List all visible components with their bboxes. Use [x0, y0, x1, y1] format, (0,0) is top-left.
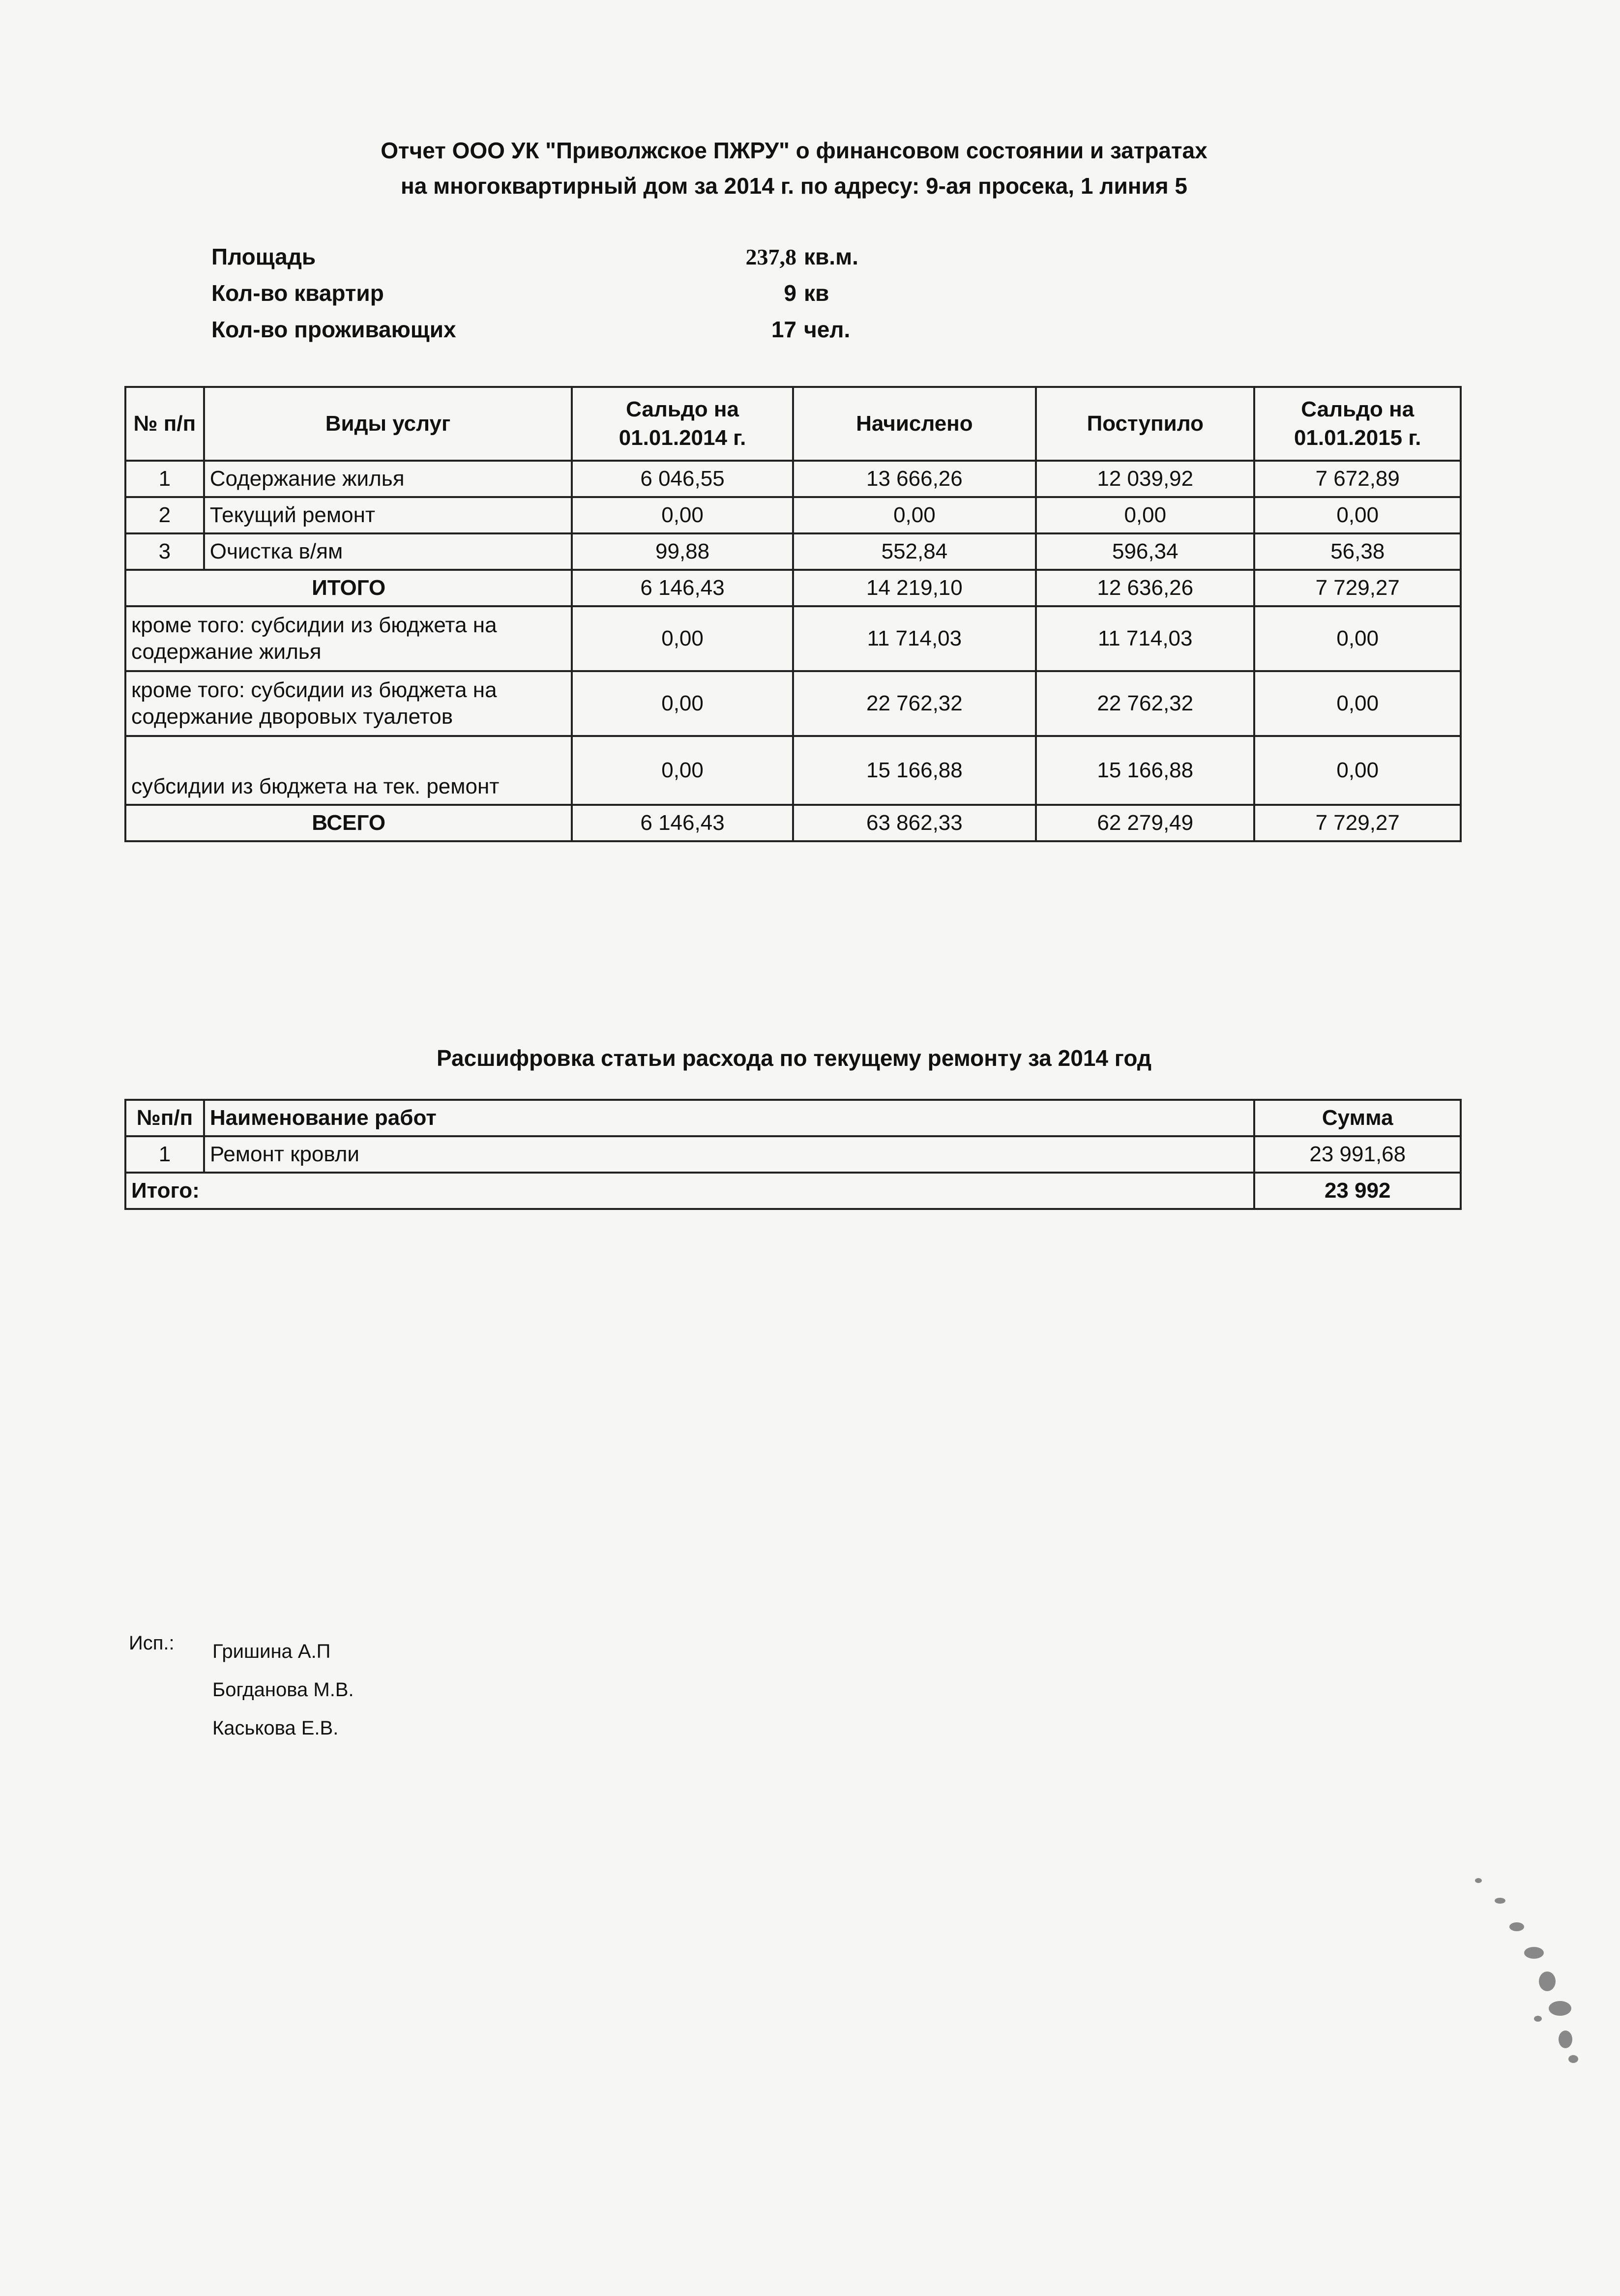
row-num: 3	[125, 533, 204, 570]
report-title-line1: Отчет ООО УК "Приволжское ПЖРУ" о финансовом состоянии и затратах	[381, 138, 1208, 163]
received: 0,00	[1036, 497, 1254, 533]
col-header: №п/п	[125, 1100, 204, 1136]
saldo-start: 0,00	[572, 497, 793, 533]
info-value: 237,8	[745, 244, 796, 269]
table-header	[125, 387, 1461, 461]
charged: 15 166,88	[793, 736, 1036, 805]
saldo-start: 0,00	[572, 736, 793, 805]
received: 596,34	[1036, 533, 1254, 570]
info-unit: чел.	[804, 317, 851, 342]
col-header: Сальдо на 01.01.2015 г.	[1254, 387, 1461, 461]
charged: 22 762,32	[793, 671, 1036, 736]
saldo-start: 0,00	[572, 606, 793, 671]
saldo-start: 6 046,55	[572, 461, 793, 497]
received: 15 166,88	[1036, 736, 1254, 805]
row-name: Ремонт кровли	[204, 1136, 1255, 1173]
info-label: Кол-во квартир	[211, 280, 384, 306]
row-num: 1	[125, 1136, 204, 1173]
row-name: Текущий ремонт	[204, 497, 572, 533]
saldo-end: 7 729,27	[1254, 805, 1461, 841]
row-name: Очистка в/ям	[204, 533, 572, 570]
received: 12 039,92	[1036, 461, 1254, 497]
col-header: Наименование работ	[204, 1100, 1255, 1136]
info-unit: кв.м.	[804, 244, 858, 269]
saldo-start: 99,88	[572, 533, 793, 570]
row-sum: 23 991,68	[1254, 1136, 1461, 1173]
saldo-end: 0,00	[1254, 736, 1461, 805]
subsidy-row	[125, 671, 1461, 736]
col-header: № п/п	[125, 387, 204, 461]
table-row	[125, 533, 1461, 570]
table-row	[125, 1136, 1461, 1173]
row-name: кроме того: субсидии из бюджета на содержание жилья	[125, 606, 572, 671]
info-unit: кв	[804, 280, 829, 306]
saldo-end: 0,00	[1254, 606, 1461, 671]
col-header: Сумма	[1254, 1100, 1461, 1136]
vsego-label: ВСЕГО	[125, 805, 572, 841]
received: 62 279,49	[1036, 805, 1254, 841]
executor-name: Каськова Е.В.	[212, 1717, 339, 1739]
info-value: 17	[771, 317, 796, 342]
saldo-end: 0,00	[1254, 671, 1461, 736]
itogo-row	[125, 570, 1461, 606]
row-name: кроме того: субсидии из бюджета на содержание дворовых туалетов	[125, 671, 572, 736]
itogo-label: ИТОГО	[125, 570, 572, 606]
saldo-start: 6 146,43	[572, 570, 793, 606]
report-title-line2: на многоквартирный дом за 2014 г. по адресу: 9-ая просека, 1 линия 5	[401, 173, 1187, 199]
saldo-end: 0,00	[1254, 497, 1461, 533]
saldo-start: 6 146,43	[572, 805, 793, 841]
charged: 14 219,10	[793, 570, 1036, 606]
total-label: Итого:	[125, 1173, 1254, 1209]
saldo-end: 7 729,27	[1254, 570, 1461, 606]
table-header	[125, 1100, 1461, 1136]
info-label: Кол-во проживающих	[211, 317, 456, 342]
info-label: Площадь	[211, 244, 316, 269]
table-row	[125, 461, 1461, 497]
received: 12 636,26	[1036, 570, 1254, 606]
row-num: 2	[125, 497, 204, 533]
executor-name: Гришина А.П	[212, 1641, 331, 1662]
charged: 11 714,03	[793, 606, 1036, 671]
col-header: Начислено	[793, 387, 1036, 461]
col-header: Сальдо на 01.01.2014 г.	[572, 387, 793, 461]
scan-smudge	[1465, 1868, 1593, 2075]
col-header: Виды услуг	[204, 387, 572, 461]
row-num: 1	[125, 461, 204, 497]
charged: 13 666,26	[793, 461, 1036, 497]
executor-name: Богданова М.В.	[212, 1679, 354, 1701]
total-value: 23 992	[1254, 1173, 1461, 1209]
received: 11 714,03	[1036, 606, 1254, 671]
charged: 552,84	[793, 533, 1036, 570]
charged: 63 862,33	[793, 805, 1036, 841]
subsidy-row	[125, 736, 1461, 805]
repair-table	[124, 1099, 1462, 1210]
subsidy-row	[125, 606, 1461, 671]
table-row	[125, 497, 1461, 533]
info-value: 9	[784, 280, 796, 306]
total-row	[125, 1173, 1461, 1209]
saldo-end: 7 672,89	[1254, 461, 1461, 497]
saldo-start: 0,00	[572, 671, 793, 736]
received: 22 762,32	[1036, 671, 1254, 736]
report-title	[0, 133, 1588, 204]
row-name: субсидии из бюджета на тек. ремонт	[125, 736, 572, 805]
vsego-row	[125, 805, 1461, 841]
charged: 0,00	[793, 497, 1036, 533]
executors-label: Исп.:	[129, 1632, 175, 1654]
repair-section-title: Расшифровка статьи расхода по текущему ремонту за 2014 год	[436, 1045, 1152, 1071]
saldo-end: 56,38	[1254, 533, 1461, 570]
finance-table	[124, 386, 1462, 842]
row-name: Содержание жилья	[204, 461, 572, 497]
col-header: Поступило	[1036, 387, 1254, 461]
